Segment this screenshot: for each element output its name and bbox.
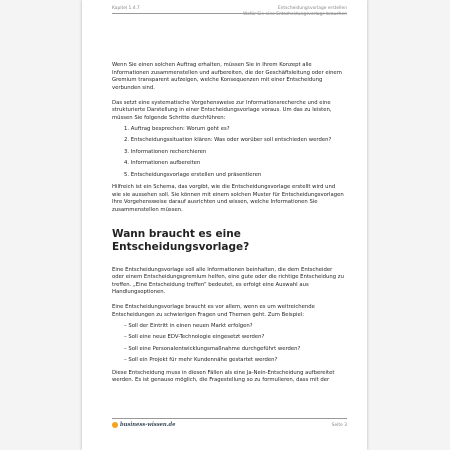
- list-item: 1. Auftrag besprechen: Worum geht es?: [124, 125, 230, 132]
- header-section-subtitle: Wofür Sie eine Entscheidungsvorlage brauchen: [243, 12, 347, 17]
- paragraph-purpose: Eine Entscheidungsvorlage soll alle Informationen beinhalten, die dem Entscheider oder einem Entscheidungsgremium helfen, eine gute oder die richtige Entscheidung zu treffen. „Eine Entscheidung treffen“ bedeutet, es erfolgt eine Auswahl aus Handlungsoptionen.: [112, 266, 344, 296]
- steps-list: [112, 126, 344, 180]
- paragraph-decision: Diese Entscheidung muss in diesen Fällen als eine Ja-Nein-Entscheidung aufbereitet werden. Es ist genauso möglich, die Fragestellung so zu formulieren, dass mit der: [112, 369, 335, 384]
- paragraph-schema: Hilfreich ist ein Schema, das vorgibt, wie die Entscheidungsvorlage erstellt wird und wie sie aussehen soll. Sie können mit einem solchen Muster für Entscheidungsvorlagen Ihre Vorgehensweise darauf ausrichten und wissen, welche Informationen Sie zusammenstellen müssen.: [112, 184, 344, 213]
- header-divider: [112, 13, 347, 14]
- header-section: [243, 6, 347, 18]
- section-heading: Wann braucht es eine Entscheidungsvorlage?: [112, 227, 250, 253]
- list-item: – Soll der Eintritt in einen neuen Markt erfolgen?: [124, 322, 253, 329]
- list-item: – Soll ein Projekt für mehr Kundennähe gestartet werden?: [124, 357, 278, 364]
- list-item: 4. Informationen aufbereiten: [124, 160, 201, 167]
- list-item: – Soll eine neue EDV-Technologie eingesetzt werden?: [124, 334, 265, 341]
- paragraph-approach: Das setzt eine systematische Vorgehensweise zur Informationsrecherche und eine strukturierte Darstellung in einer Entscheidungsvorlage voraus. Um das zu leisten, müssen Sie folgende Schritte durchführen:: [112, 99, 332, 122]
- header-section-title: Entscheidungsvorlage erstellen: [277, 6, 347, 11]
- page-number: Seite 3: [331, 423, 347, 428]
- list-item: 5. Entscheidungsvorlage erstellen und präsentieren: [124, 171, 262, 178]
- footer-divider: [112, 418, 347, 419]
- logo-dot-icon: [112, 422, 118, 428]
- paragraph-intro: Wenn Sie einen solchen Auftrag erhalten, müssen Sie in Ihrem Konzept alle Informationen zusammenstellen und aufbereiten, die der Geschäftsleitung oder einem Gremium transparent aufzeigen, welche Konsequenzen mit einer Entscheidung verbunden sind.: [112, 62, 342, 91]
- questions-list: [112, 323, 344, 365]
- list-item: 2. Entscheidungssituation klären: Was oder worüber soll entschieden werden?: [124, 137, 332, 144]
- document-page: [82, 0, 367, 450]
- list-item: 3. Informationen recherchieren: [124, 148, 207, 155]
- list-item: – Soll eine Personalentwicklungsmaßnahme durchgeführt werden?: [124, 345, 301, 352]
- page-content: [112, 62, 344, 385]
- paragraph-examples: Eine Entscheidungsvorlage braucht es vor allem, wenn es um weitreichende Entscheidungen zu schwierigen Fragen und Themen geht. Zum Beispiel:: [112, 304, 315, 319]
- footer-logo: [112, 422, 175, 428]
- header-chapter: Kapitel 1.4.7: [112, 6, 140, 11]
- logo-text: business-wissen.de: [120, 422, 176, 428]
